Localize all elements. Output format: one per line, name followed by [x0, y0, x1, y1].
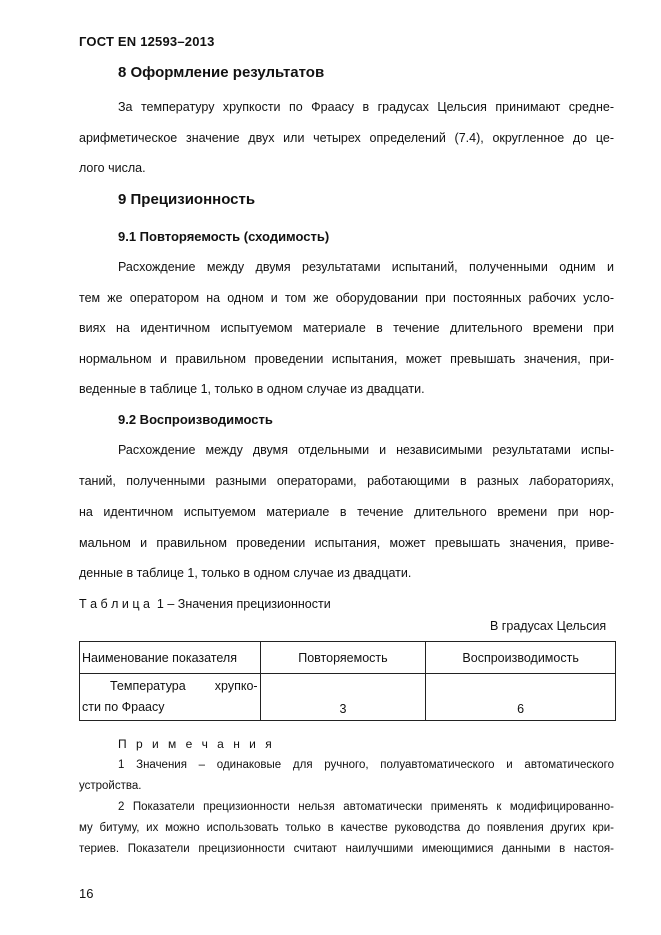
section-9-1-line-4: нормальном и правильном проведении испытания, может превышать значения, при- — [79, 352, 614, 366]
table-cell-name-line-1: Температура хрупко- — [110, 679, 258, 693]
note-line-4: му битуму, их можно использовать только в качестве руководства до появления других кри- — [79, 822, 614, 834]
section-9-1-title: 9.1 Повторяемость (сходимость) — [118, 229, 330, 244]
section-8-line-1: За температуру хрупкости по Фраасу в градусах Цельсия принимают средне- — [118, 100, 614, 114]
section-9-2-line-3: на идентичном испытуемом материале в течение длительного времени при нор- — [79, 505, 614, 519]
table-header-row — [80, 642, 616, 674]
table-caption: Т а б л и ц а 1 – Значения прецизионности — [79, 597, 331, 611]
document-header: ГОСТ EN 12593–2013 — [79, 34, 215, 49]
section-9-title: 9 Прецизионность — [118, 191, 256, 208]
section-8-line-3: лого числа. — [79, 161, 146, 175]
section-9-2-line-4: мальном и правильном проведении испытания, может превышать значения, приве- — [79, 536, 614, 550]
note-line-5: териев. Показатели прецизионности считают наилучшими имеющимися данными в настоя- — [79, 843, 614, 855]
section-9-2-line-2: таний, полученными разными операторами, работающими в разных лабораториях, — [79, 474, 614, 488]
table-cell-reproducibility: 6 — [426, 674, 616, 721]
section-9-2-line-1: Расхождение между двумя отдельными и независимыми результатами испы- — [118, 443, 614, 457]
table-units: В градусах Цельсия — [490, 619, 607, 633]
note-line-1: 1 Значения – одинаковые для ручного, полуавтоматического и автоматического — [118, 759, 614, 771]
section-9-1-line-1: Расхождение между двумя результатами испытаний, полученными одним и — [118, 260, 614, 274]
table-header-reproducibility: Воспроизводимость — [426, 642, 616, 674]
section-9-2-line-5: денные в таблице 1, только в одном случае из двадцати. — [79, 566, 412, 580]
table-header-repeatability: Повторяемость — [260, 642, 426, 674]
section-8-line-2: арифметическое значение двух или четырех определений (7.4), округленное до це- — [79, 131, 614, 145]
table-cell-name-line-2: сти по Фраасу — [82, 700, 165, 714]
section-9-1-line-2: тем же оператором на одном и том же оборудовании при постоянных рабочих усло- — [79, 291, 614, 305]
notes-title: П р и м е ч а н и я — [118, 737, 275, 751]
note-line-2: устройства. — [79, 780, 142, 792]
precision-table — [79, 641, 616, 721]
table-row — [80, 674, 616, 721]
table-cell-repeatability: 3 — [260, 674, 426, 721]
section-9-2-title: 9.2 Воспроизводимость — [118, 412, 273, 427]
table-cell-name — [80, 674, 261, 721]
note-line-3: 2 Показатели прецизионности нельзя автоматически применять к модифицированно- — [118, 801, 614, 813]
section-9-1-line-3: виях на идентичном испытуемом материале в течение длительного времени при — [79, 321, 614, 335]
section-8-title: 8 Оформление результатов — [118, 64, 325, 81]
page-number: 16 — [79, 886, 94, 901]
table-header-name: Наименование показателя — [80, 642, 261, 674]
section-9-1-line-5: веденные в таблице 1, только в одном случае из двадцати. — [79, 382, 425, 396]
